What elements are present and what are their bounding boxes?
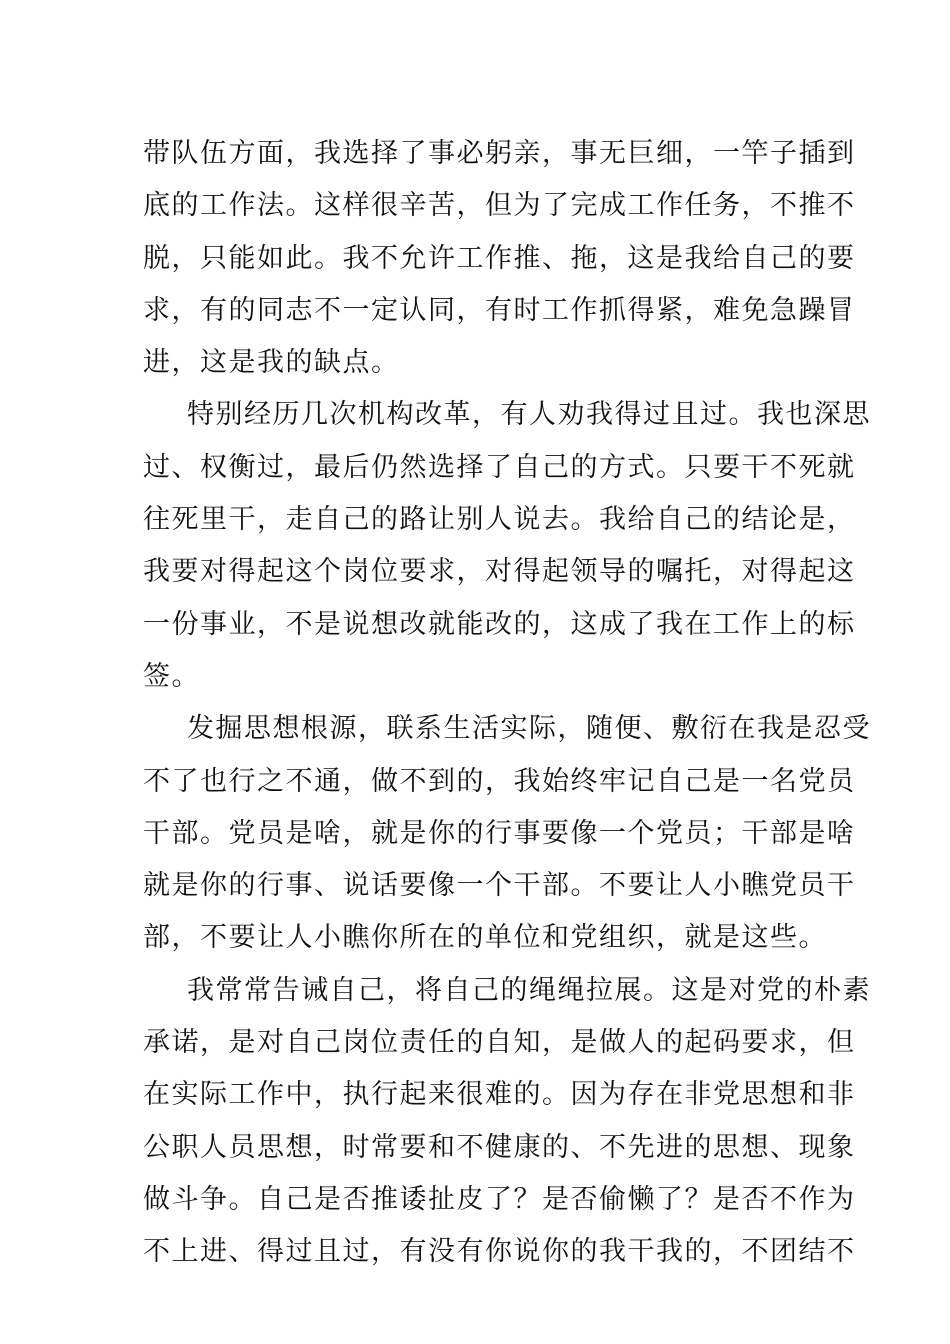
paragraph-line: 我要对得起这个岗位要求，对得起领导的嘱托，对得起这 <box>143 556 856 588</box>
paragraph-line: 不上进、得过且过，有没有你说你的我干我的，不团结不 <box>143 1236 856 1268</box>
paragraph-1 <box>143 128 856 389</box>
paragraph-line: 带队伍方面，我选择了事必躬亲，事无巨细，一竿子插到 <box>143 138 856 169</box>
paragraph-line: 求，有的同志不一定认同，有时工作抓得紧，难免急躁冒 <box>143 294 856 326</box>
paragraph-line: 往死里干，走自己的路让别人说去。我给自己的结论是， <box>143 504 856 536</box>
paragraph-line: 部，不要让人小瞧你所在的单位和党组织，就是这些。 <box>143 922 827 954</box>
paragraph-line: 发掘思想根源，联系生活实际，随便、敷衍在我是忍受 <box>187 713 871 745</box>
paragraph-line: 干部。党员是啥，就是你的行事要像一个党员；干部是啥 <box>143 817 856 849</box>
paragraph-line: 底的工作法。这样很辛苦，但为了完成工作任务，不推不 <box>143 190 856 222</box>
paragraph-4 <box>143 965 871 1279</box>
paragraph-line: 不了也行之不通，做不到的，我始终牢记自己是一名党员 <box>143 765 856 797</box>
paragraph-line: 承诺，是对自己岗位责任的自知，是做人的起码要求，但 <box>143 1027 856 1059</box>
paragraph-line: 就是你的行事、说话要像一个干部。不要让人小瞧党员干 <box>143 870 856 902</box>
paragraph-line: 在实际工作中，执行起来很难的。因为存在非党思想和非 <box>143 1079 856 1111</box>
paragraph-line: 公职人员思想，时常要和不健康的、不先进的思想、现象 <box>143 1131 856 1163</box>
paragraph-3 <box>143 703 871 964</box>
paragraph-line: 特别经历几次机构改革，有人劝我得过且过。我也深思 <box>187 399 871 431</box>
paragraph-line: 进，这是我的缺点。 <box>143 347 400 379</box>
paragraph-line: 我常常告诫自己，将自己的绳绳拉展。这是对党的朴素 <box>187 974 871 1006</box>
paragraph-2 <box>143 389 871 703</box>
document-body <box>143 128 871 1279</box>
paragraph-line: 脱，只能如此。我不允许工作推、拖，这是我给自己的要 <box>143 242 856 274</box>
paragraph-line: 过、权衡过，最后仍然选择了自己的方式。只要干不死就 <box>143 451 856 483</box>
paragraph-line: 签。 <box>143 660 200 692</box>
paragraph-line: 做斗争。自己是否推诿扯皮了？是否偷懒了？是否不作为 <box>143 1183 856 1215</box>
paragraph-line: 一份事业，不是说想改就能改的，这成了我在工作上的标 <box>143 608 856 640</box>
